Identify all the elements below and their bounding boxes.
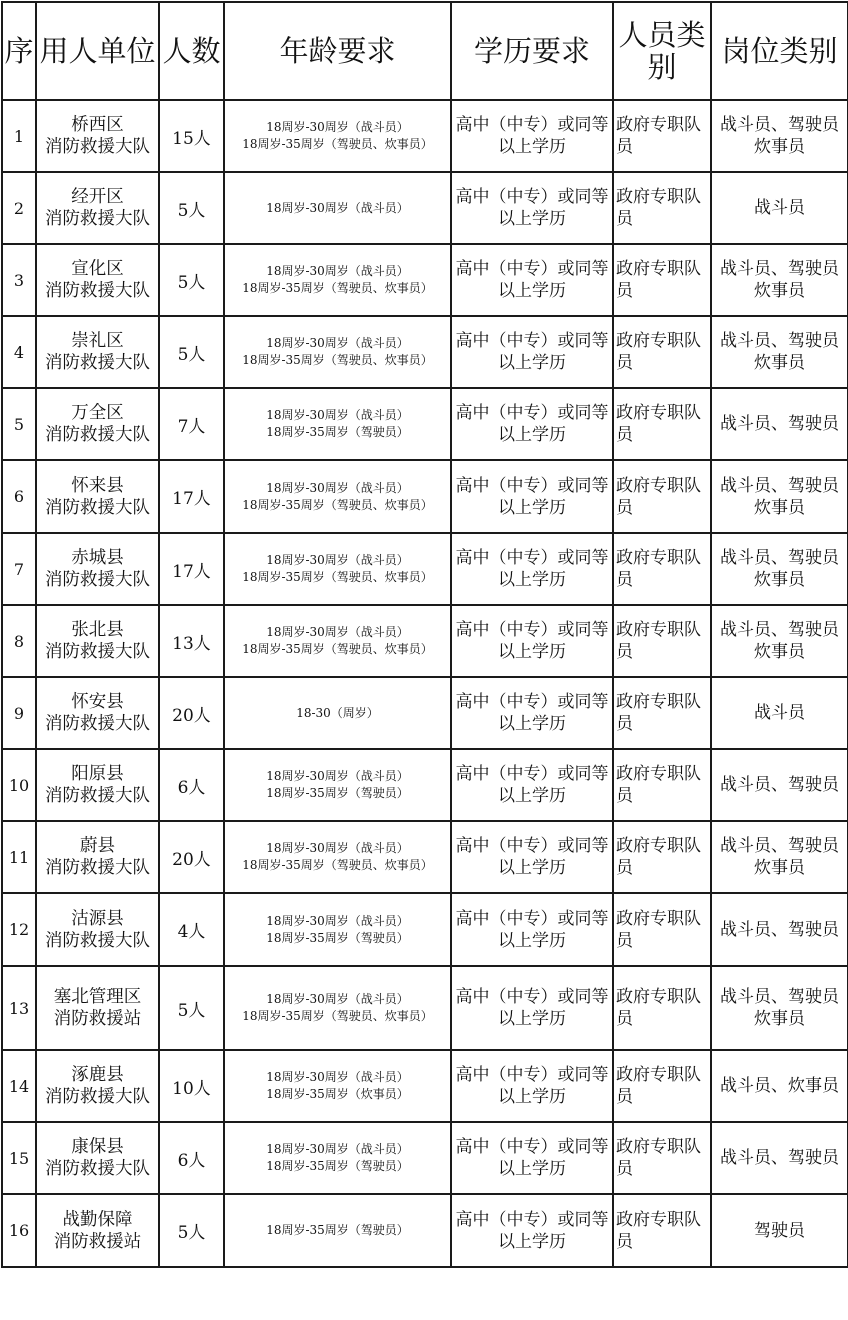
employer-cell: [36, 533, 159, 605]
employer-line: 张北县: [71, 620, 124, 640]
table-row: [2, 100, 848, 172]
age-requirement-cell: [224, 316, 451, 388]
employer-line: 崇礼区: [71, 331, 124, 351]
age-requirement-line: 18周岁-35周岁（驾驶员、炊事员）: [242, 642, 433, 656]
header-row: [2, 2, 848, 100]
header-age: 年龄要求: [224, 2, 451, 100]
employer-line: 怀来县: [71, 475, 124, 496]
education-cell: 高中（中专）或同等以上学历: [451, 533, 613, 605]
education-cell: 高中（中专）或同等以上学历: [451, 893, 613, 966]
personnel-type-cell: 政府专职队员: [613, 388, 711, 460]
table-row: [2, 749, 848, 821]
age-requirement-cell: [224, 172, 451, 244]
position-cell: 战斗员、驾驶员炊事员: [711, 244, 848, 316]
row-index: 1: [2, 100, 36, 172]
employer-line: 经开区: [71, 187, 124, 207]
age-requirement-line: 18周岁-35周岁（驾驶员、炊事员）: [242, 570, 433, 584]
headcount-cell: 20人: [159, 821, 224, 893]
row-index: 2: [2, 172, 36, 244]
position-cell: 战斗员、驾驶员: [711, 1122, 848, 1194]
employer-cell: [36, 1194, 159, 1267]
row-index: 15: [2, 1122, 36, 1194]
position-cell: 战斗员: [711, 677, 848, 749]
age-requirement-line: 18周岁-30周岁（战斗员）: [266, 480, 409, 495]
age-requirement-cell: [224, 605, 451, 677]
age-requirement-line: 18周岁-35周岁（驾驶员）: [266, 1159, 409, 1173]
row-index: 5: [2, 388, 36, 460]
age-requirement-line: 18周岁-35周岁（驾驶员）: [266, 786, 409, 800]
position-cell: 驾驶员: [711, 1194, 848, 1267]
employer-cell: [36, 388, 159, 460]
age-requirement-cell: [224, 749, 451, 821]
personnel-type-cell: 政府专职队员: [613, 677, 711, 749]
age-requirement-cell: [224, 533, 451, 605]
age-requirement-line: 18周岁-35周岁（驾驶员）: [266, 1223, 409, 1237]
table-row: [2, 893, 848, 966]
table-row: [2, 388, 848, 460]
age-requirement-cell: [224, 821, 451, 893]
header-count: 人数: [159, 2, 224, 100]
personnel-type-cell: 政府专职队员: [613, 749, 711, 821]
headcount-cell: 5人: [159, 1194, 224, 1267]
personnel-type-cell: 政府专职队员: [613, 1194, 711, 1267]
employer-line: 万全区: [71, 403, 124, 423]
headcount-cell: 13人: [159, 605, 224, 677]
education-cell: 高中（中专）或同等以上学历: [451, 100, 613, 172]
age-requirement-line: 18周岁-30周岁（战斗员）: [266, 553, 409, 567]
age-requirement-line: 18周岁-30周岁（战斗员）: [266, 992, 409, 1006]
age-requirement-line: 18周岁-35周岁（驾驶员、炊事员）: [242, 1009, 433, 1023]
position-cell: 战斗员、驾驶员: [711, 749, 848, 821]
age-requirement-line: 18周岁-30周岁（战斗员）: [266, 769, 409, 783]
row-index: 16: [2, 1194, 36, 1267]
age-requirement-line: 18周岁-35周岁（驾驶员、炊事员）: [242, 137, 433, 151]
employer-cell: [36, 172, 159, 244]
age-requirement-line: 18周岁-35周岁（炊事员）: [266, 1087, 409, 1101]
age-requirement-line: 18周岁-35周岁（驾驶员、炊事员）: [242, 281, 433, 295]
header-personnel-type: 人员类别: [613, 2, 711, 100]
headcount-cell: 17人: [159, 460, 224, 533]
employer-line: 消防救援大队: [45, 714, 150, 734]
employer-line: 赤城县: [71, 548, 124, 568]
employer-line: 战勤保障: [62, 1209, 133, 1230]
employer-cell: [36, 966, 159, 1050]
header-unit: 用人单位: [36, 2, 159, 100]
employer-line: 塞北管理区: [53, 987, 142, 1007]
position-cell: 战斗员: [711, 172, 848, 244]
education-cell: 高中（中专）或同等以上学历: [451, 172, 613, 244]
education-cell: 高中（中专）或同等以上学历: [451, 1122, 613, 1194]
education-cell: 高中（中专）或同等以上学历: [451, 749, 613, 821]
personnel-type-cell: 政府专职队员: [613, 533, 711, 605]
position-cell: 战斗员、驾驶员: [711, 893, 848, 966]
headcount-cell: 5人: [159, 244, 224, 316]
personnel-type-cell: 政府专职队员: [613, 966, 711, 1050]
age-requirement-line: 18周岁-30周岁（战斗员）: [266, 120, 409, 134]
headcount-cell: 6人: [159, 1122, 224, 1194]
position-cell: 战斗员、炊事员: [711, 1050, 848, 1122]
age-requirement-line: 18-30（周岁）: [296, 705, 379, 720]
table-row: [2, 821, 848, 893]
headcount-cell: 5人: [159, 966, 224, 1050]
employer-line: 消防救援大队: [45, 642, 150, 662]
employer-cell: [36, 100, 159, 172]
personnel-type-cell: 政府专职队员: [613, 460, 711, 533]
headcount-cell: 20人: [159, 677, 224, 749]
age-requirement-line: 18周岁-30周岁（战斗员）: [266, 1070, 409, 1084]
employer-line: 消防救援大队: [45, 786, 150, 806]
table-row: [2, 1050, 848, 1122]
age-requirement-line: 18周岁-30周岁（战斗员）: [266, 264, 409, 278]
employer-line: 消防救援站: [53, 1009, 142, 1029]
age-requirement-line: 18周岁-35周岁（驾驶员、炊事员）: [242, 497, 433, 512]
age-requirement-line: 18周岁-30周岁（战斗员）: [266, 408, 409, 422]
position-cell: 战斗员、驾驶员炊事员: [711, 460, 848, 533]
age-requirement-cell: [224, 100, 451, 172]
table-row: [2, 966, 848, 1050]
personnel-type-cell: 政府专职队员: [613, 821, 711, 893]
education-cell: 高中（中专）或同等以上学历: [451, 316, 613, 388]
employer-cell: [36, 893, 159, 966]
employer-cell: [36, 605, 159, 677]
employer-line: 消防救援站: [53, 1231, 142, 1252]
employer-line: 消防救援大队: [45, 1159, 150, 1179]
age-requirement-cell: [224, 966, 451, 1050]
position-cell: 战斗员、驾驶员炊事员: [711, 821, 848, 893]
age-requirement-line: 18周岁-30周岁（战斗员）: [266, 625, 409, 639]
headcount-cell: 4人: [159, 893, 224, 966]
headcount-cell: 10人: [159, 1050, 224, 1122]
employer-line: 消防救援大队: [45, 353, 150, 373]
position-cell: 战斗员、驾驶员炊事员: [711, 966, 848, 1050]
row-index: 6: [2, 460, 36, 533]
position-cell: 战斗员、驾驶员: [711, 388, 848, 460]
age-requirement-line: 18周岁-35周岁（驾驶员、炊事员）: [242, 858, 433, 872]
table-row: [2, 533, 848, 605]
education-cell: 高中（中专）或同等以上学历: [451, 821, 613, 893]
education-cell: 高中（中专）或同等以上学历: [451, 677, 613, 749]
headcount-cell: 7人: [159, 388, 224, 460]
age-requirement-cell: [224, 677, 451, 749]
row-index: 12: [2, 893, 36, 966]
employer-cell: [36, 1050, 159, 1122]
header-education: 学历要求: [451, 2, 613, 100]
employer-cell: [36, 460, 159, 533]
age-requirement-cell: [224, 460, 451, 533]
headcount-cell: 15人: [159, 100, 224, 172]
employer-line: 消防救援大队: [45, 425, 150, 445]
employer-line: 阳原县: [71, 764, 124, 784]
position-cell: 战斗员、驾驶员炊事员: [711, 100, 848, 172]
age-requirement-line: 18周岁-35周岁（驾驶员、炊事员）: [242, 353, 433, 367]
headcount-cell: 5人: [159, 172, 224, 244]
employer-line: 怀安县: [71, 692, 124, 712]
age-requirement-line: 18周岁-30周岁（战斗员）: [266, 841, 409, 855]
education-cell: 高中（中专）或同等以上学历: [451, 966, 613, 1050]
row-index: 9: [2, 677, 36, 749]
employer-line: 蔚县: [80, 836, 115, 856]
employer-cell: [36, 749, 159, 821]
age-requirement-line: 18周岁-30周岁（战斗员）: [266, 1142, 409, 1156]
table-row: [2, 677, 848, 749]
personnel-type-cell: 政府专职队员: [613, 1050, 711, 1122]
employer-line: 桥西区: [71, 115, 124, 135]
table-row: [2, 244, 848, 316]
age-requirement-cell: [224, 1122, 451, 1194]
row-index: 10: [2, 749, 36, 821]
employer-line: 宣化区: [71, 259, 124, 279]
age-requirement-line: 18周岁-35周岁（驾驶员）: [266, 425, 409, 439]
employer-line: 消防救援大队: [45, 281, 150, 301]
employer-cell: [36, 316, 159, 388]
age-requirement-line: 18周岁-30周岁（战斗员）: [266, 336, 409, 350]
education-cell: 高中（中专）或同等以上学历: [451, 1194, 613, 1267]
age-requirement-cell: [224, 893, 451, 966]
employer-cell: [36, 677, 159, 749]
education-cell: 高中（中专）或同等以上学历: [451, 605, 613, 677]
employer-cell: [36, 244, 159, 316]
age-requirement-line: 18周岁-30周岁（战斗员）: [266, 913, 409, 928]
row-index: 8: [2, 605, 36, 677]
table-row: [2, 316, 848, 388]
row-index: 11: [2, 821, 36, 893]
personnel-type-cell: 政府专职队员: [613, 605, 711, 677]
education-cell: 高中（中专）或同等以上学历: [451, 388, 613, 460]
position-cell: 战斗员、驾驶员炊事员: [711, 605, 848, 677]
employer-cell: [36, 1122, 159, 1194]
headcount-cell: 17人: [159, 533, 224, 605]
table-body: [2, 100, 848, 1267]
row-index: 3: [2, 244, 36, 316]
row-index: 7: [2, 533, 36, 605]
personnel-type-cell: 政府专职队员: [613, 100, 711, 172]
row-index: 13: [2, 966, 36, 1050]
personnel-type-cell: 政府专职队员: [613, 172, 711, 244]
position-cell: 战斗员、驾驶员炊事员: [711, 316, 848, 388]
recruitment-table: [1, 1, 848, 1268]
position-cell: 战斗员、驾驶员炊事员: [711, 533, 848, 605]
age-requirement-cell: [224, 1050, 451, 1122]
age-requirement-cell: [224, 1194, 451, 1267]
age-requirement-cell: [224, 388, 451, 460]
headcount-cell: 5人: [159, 316, 224, 388]
table-row: [2, 1122, 848, 1194]
employer-line: 消防救援大队: [45, 497, 150, 518]
table-row: [2, 172, 848, 244]
table-row: [2, 605, 848, 677]
header-position: 岗位类别: [711, 2, 848, 100]
employer-line: 消防救援大队: [45, 209, 150, 229]
row-index: 14: [2, 1050, 36, 1122]
education-cell: 高中（中专）或同等以上学历: [451, 244, 613, 316]
personnel-type-cell: 政府专职队员: [613, 244, 711, 316]
personnel-type-cell: 政府专职队员: [613, 893, 711, 966]
age-requirement-line: 18周岁-30周岁（战斗员）: [266, 200, 409, 215]
employer-line: 消防救援大队: [45, 1087, 150, 1107]
employer-line: 消防救援大队: [45, 858, 150, 878]
education-cell: 高中（中专）或同等以上学历: [451, 1050, 613, 1122]
employer-line: 沽源县: [71, 908, 124, 929]
row-index: 4: [2, 316, 36, 388]
table-row: [2, 1194, 848, 1267]
employer-line: 涿鹿县: [71, 1065, 124, 1085]
education-cell: 高中（中专）或同等以上学历: [451, 460, 613, 533]
headcount-cell: 6人: [159, 749, 224, 821]
age-requirement-cell: [224, 244, 451, 316]
age-requirement-line: 18周岁-35周岁（驾驶员）: [266, 930, 409, 945]
employer-line: 消防救援大队: [45, 570, 150, 590]
employer-line: 消防救援大队: [45, 137, 150, 157]
employer-line: 消防救援大队: [45, 930, 150, 951]
personnel-type-cell: 政府专职队员: [613, 1122, 711, 1194]
table-row: [2, 460, 848, 533]
header-index: 序: [2, 2, 36, 100]
employer-line: 康保县: [71, 1137, 124, 1157]
personnel-type-cell: 政府专职队员: [613, 316, 711, 388]
employer-cell: [36, 821, 159, 893]
